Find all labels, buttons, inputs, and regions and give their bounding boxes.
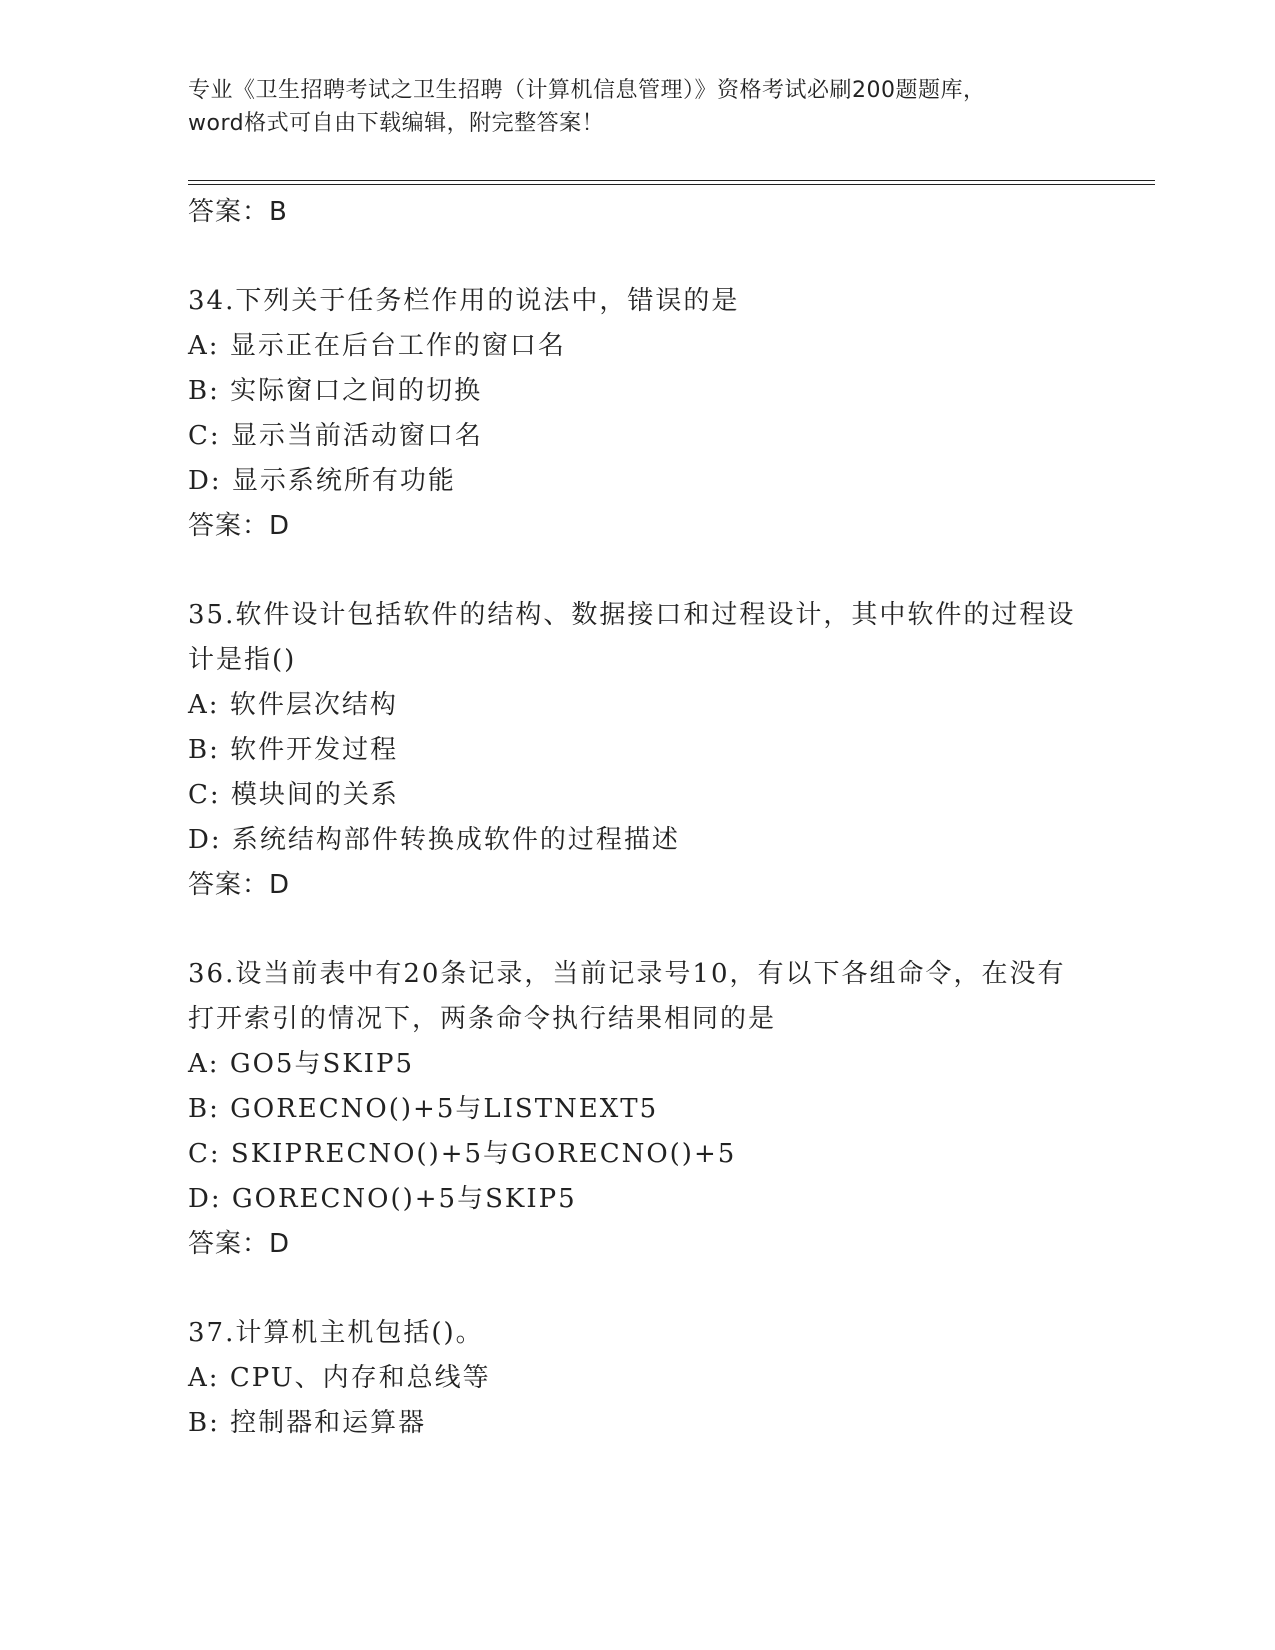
option-c [188,414,1088,459]
header-divider-bottom [188,184,1155,185]
option-a [188,1356,1088,1401]
option-text: 模块间的关系 [230,780,399,810]
document-header [188,74,1088,140]
option-a [188,324,1088,369]
question-stem: 37.计算机主机包括()。 [188,1318,484,1348]
option-key: B: [188,1094,220,1124]
option-b [188,369,1088,414]
header-line-1: 专业《卫生招聘考试之卫生招聘（计算机信息管理）》资格考试必刷200题题库， [188,78,986,103]
option-text: 显示当前活动窗口名 [230,421,483,451]
option-b [188,1087,1088,1132]
option-text: 软件开发过程 [230,735,399,765]
question-35 [188,593,1088,908]
option-d [188,459,1088,504]
answer-line: 答案：D [188,511,291,541]
option-text: 实际窗口之间的切换 [230,376,483,406]
option-d [188,818,1088,863]
question-stem: 35.软件设计包括软件的结构、数据接口和过程设计，其中软件的过程设计是指() [188,600,1076,675]
option-c [188,1132,1088,1177]
option-key: B: [188,376,220,406]
option-key: D: [188,466,222,496]
option-key: D: [188,1184,222,1214]
option-text: CPU、内存和总线等 [229,1363,491,1393]
header-line-2: word格式可自由下载编辑，附完整答案！ [188,111,605,136]
option-text: 显示系统所有功能 [231,466,456,496]
option-text: 显示正在后台工作的窗口名 [229,331,566,361]
option-key: A: [188,1049,220,1079]
option-key: A: [188,1363,220,1393]
answer-line: 答案：D [188,870,291,900]
option-a [188,1042,1088,1087]
document-body [188,190,1088,1490]
option-key: C: [188,421,221,451]
option-c [188,773,1088,818]
question-stem: 34.下列关于任务栏作用的说法中，错误的是 [188,286,740,316]
answer-line: 答案：B [188,197,288,227]
option-text: 系统结构部件转换成软件的过程描述 [231,825,680,855]
option-text: 控制器和运算器 [230,1408,427,1438]
option-key: D: [188,825,222,855]
option-text: SKIPRECNO()+5与GORECNO()+5 [230,1139,737,1169]
question-34 [188,279,1088,549]
option-key: A: [188,331,220,361]
question-36 [188,952,1088,1267]
question-37 [188,1311,1088,1446]
header-divider-top [188,180,1155,181]
option-d [188,1177,1088,1222]
option-key: C: [188,1139,221,1169]
option-key: B: [188,1408,220,1438]
option-text: GORECNO()+5与LISTNEXT5 [230,1094,659,1124]
option-b [188,1401,1088,1446]
option-text: 软件层次结构 [229,690,398,720]
question-stem: 36.设当前表中有20条记录，当前记录号10，有以下各组命令，在没有打开索引的情况下，两条命令执行结果相同的是 [188,959,1066,1034]
option-a [188,683,1088,728]
option-text: GORECNO()+5与SKIP5 [231,1184,577,1214]
option-key: B: [188,735,220,765]
option-b [188,728,1088,773]
option-key: A: [188,690,220,720]
option-key: C: [188,780,221,810]
answer-line: 答案：D [188,1229,291,1259]
option-text: GO5与SKIP5 [229,1049,414,1079]
